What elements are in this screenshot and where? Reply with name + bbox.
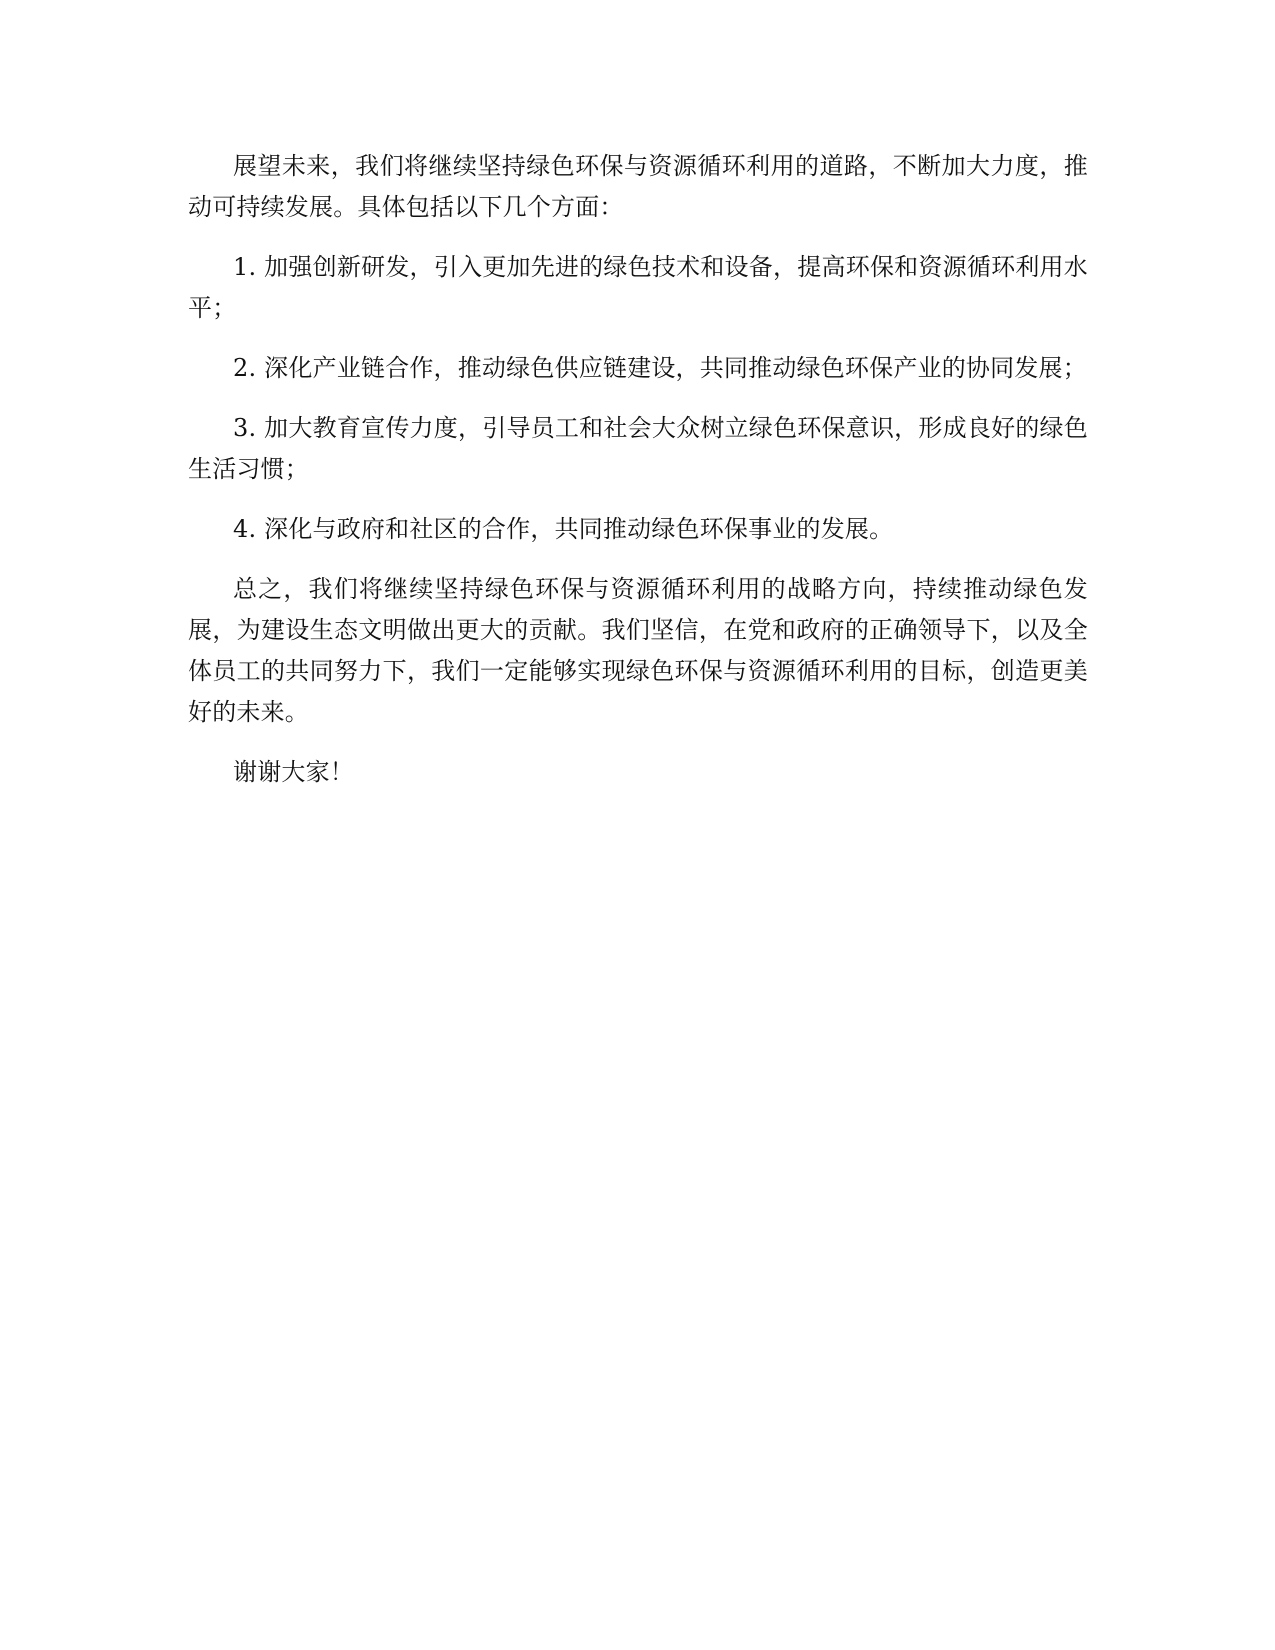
list-item-2: 2. 深化产业链合作，推动绿色供应链建设，共同推动绿色环保产业的协同发展； xyxy=(233,354,1087,382)
conclusion-paragraph: 总之，我们将继续坚持绿色环保与资源循环利用的战略方向，持续推动绿色发展，为建设生态文明做出更大的贡献。我们坚信，在党和政府的正确领导下，以及全体员工的共同努力下，我们一定能够实现绿色环保与资源循环利用的目标，创造更美好的未来。 xyxy=(188,575,1088,726)
closing-thanks: 谢谢大家！ xyxy=(233,758,354,786)
list-item-1: 1. 加强创新研发，引入更加先进的绿色技术和设备，提高环保和资源循环利用水平； xyxy=(188,253,1088,322)
intro-paragraph: 展望未来，我们将继续坚持绿色环保与资源循环利用的道路，不断加大力度，推动可持续发展。具体包括以下几个方面： xyxy=(188,152,1088,221)
document-body xyxy=(188,146,1088,812)
list-item-4: 4. 深化与政府和社区的合作，共同推动绿色环保事业的发展。 xyxy=(233,515,894,543)
list-item-3: 3. 加大教育宣传力度，引导员工和社会大众树立绿色环保意识，形成良好的绿色生活习惯； xyxy=(188,414,1088,483)
